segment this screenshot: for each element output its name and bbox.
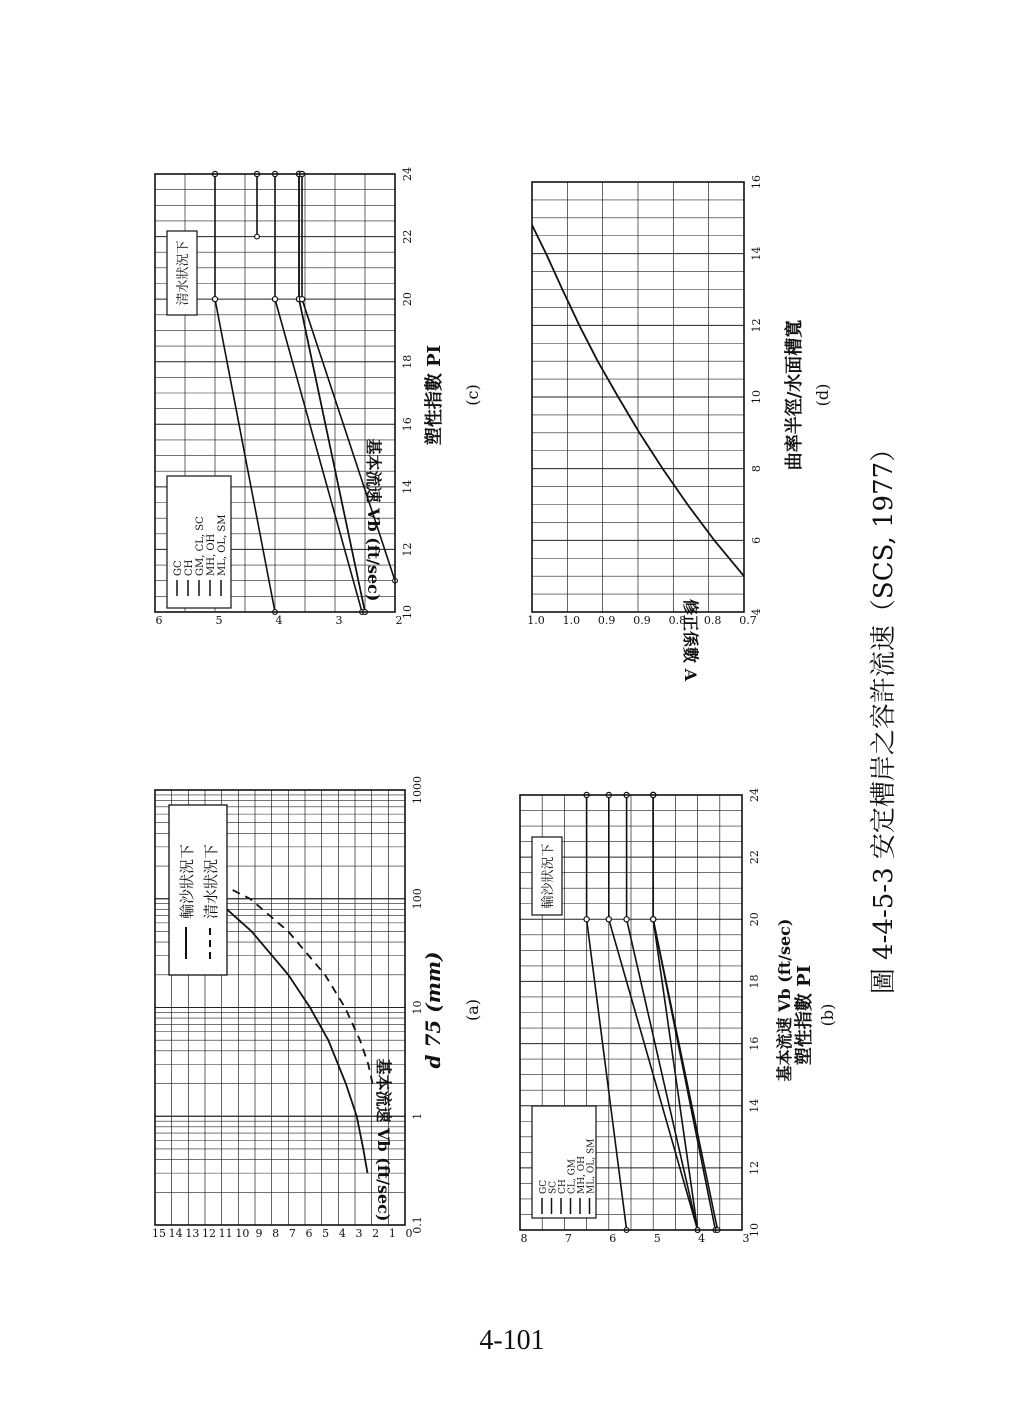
y-tick-label: 1.0 [527, 614, 545, 627]
x-tick-label: 12 [750, 318, 763, 333]
chart-c-ylabel: 基本流速 Vb (ft/sec) [364, 438, 383, 602]
y-tick-label: 9 [255, 1227, 263, 1240]
chart-d-grid [532, 182, 744, 612]
chart-c-panel-label: (c) [463, 384, 482, 406]
chart-b-xlabel: 塑性指數 PI [794, 964, 815, 1066]
series-point [272, 297, 277, 302]
chart-a-panel-label: (a) [463, 998, 482, 1022]
y-tick-label: 0.9 [597, 614, 616, 627]
x-tick-label: 6 [750, 536, 763, 544]
y-tick-label: 8 [272, 1227, 280, 1240]
chart-c-xlabel: 塑性指數 PI [424, 344, 445, 446]
y-tick-label: 0.7 [739, 614, 757, 627]
y-tick-label: 7 [564, 1232, 572, 1245]
figure-caption: 圖 4-4-5-3 安定槽岸之容許流速（SCS, 1977） [869, 435, 899, 995]
chart-c-condition-box [167, 231, 197, 315]
chart-c-condition-label: 清水狀況下 [176, 240, 191, 306]
x-tick-label: 10 [750, 390, 763, 404]
y-tick-label: 2 [395, 614, 403, 627]
y-tick-label: 0 [405, 1227, 413, 1240]
x-tick-label: 14 [748, 1098, 761, 1113]
y-tick-label: 1 [388, 1227, 396, 1240]
x-tick-label: 16 [748, 1036, 761, 1051]
legend-entry: SC [548, 1180, 559, 1194]
legend-a-entry-1: 輸沙狀況下 [178, 843, 196, 919]
chart-a-ylabel: 基本流速 Vb (ft/sec) [374, 1058, 393, 1222]
y-tick-label: 6 [305, 1227, 313, 1240]
series-point [606, 917, 611, 922]
y-tick-label: 13 [185, 1227, 200, 1240]
chart-a-legend [169, 805, 227, 975]
y-tick-label: 5 [322, 1227, 330, 1240]
x-tick-label: 14 [750, 246, 763, 261]
series-point [651, 917, 656, 922]
y-tick-label: 3 [742, 1232, 750, 1245]
x-tick-label: 18 [401, 354, 414, 369]
y-tick-label: 14 [168, 1227, 183, 1240]
x-tick-label: 10 [748, 1223, 761, 1237]
legend-entry: GC [539, 1179, 549, 1194]
x-tick-label: 24 [401, 167, 414, 181]
x-tick-label: 12 [401, 542, 414, 557]
x-tick-label: 1 [411, 1112, 424, 1120]
legend-entry: GC [173, 560, 184, 576]
y-tick-label: 10 [235, 1227, 250, 1240]
x-tick-label: 16 [750, 175, 763, 189]
page-number: 4-101 [479, 1325, 545, 1356]
x-tick-label: 100 [411, 888, 424, 910]
legend-entry: ML, OL, SM [217, 514, 228, 576]
series-point [584, 917, 589, 922]
x-tick-label: 4 [750, 608, 763, 616]
x-tick-label: 18 [748, 974, 761, 989]
y-tick-label: 3 [335, 614, 343, 627]
x-tick-label: 16 [401, 417, 414, 432]
legend-entry: CH [184, 559, 195, 576]
legend-entry: GM, CL, SC [195, 516, 206, 576]
chart-d-xlabel: 曲率半徑/水面槽寬 [784, 319, 805, 471]
series-point [255, 234, 260, 239]
chart-b-ylabel: 基本流速 Vb (ft/sec) [775, 918, 794, 1082]
y-tick-label: 3 [355, 1227, 363, 1240]
x-tick-label: 20 [401, 292, 414, 307]
legend-a-entry-2: 清水狀況下 [202, 843, 220, 919]
legend-entry: ML, OL, SM [586, 1138, 597, 1194]
y-tick-label: 5 [653, 1232, 661, 1245]
y-tick-label: 4 [275, 614, 283, 627]
series-point [624, 917, 629, 922]
x-tick-label: 0.1 [411, 1216, 424, 1234]
chart-d-ylabel: 修正係數 A [681, 599, 700, 681]
y-tick-label: 4 [698, 1232, 706, 1245]
y-tick-label: 8 [520, 1232, 528, 1245]
x-tick-label: 22 [748, 850, 761, 865]
chart-d [527, 175, 763, 627]
y-tick-label: 12 [202, 1227, 216, 1240]
x-tick-label: 8 [750, 465, 763, 473]
y-tick-label: 0.9 [633, 614, 651, 627]
y-tick-label: 4 [338, 1227, 346, 1240]
chart-b-legend [532, 1106, 597, 1218]
chart-b-panel-label: (b) [818, 1003, 837, 1027]
y-tick-label: 15 [152, 1227, 166, 1240]
x-tick-label: 24 [748, 788, 761, 802]
legend-entry: CH [558, 1179, 568, 1194]
chart-d-ticks [527, 175, 763, 627]
x-tick-label: 1000 [411, 776, 424, 804]
chart-c-legend [167, 476, 231, 608]
y-tick-label: 5 [215, 614, 223, 627]
y-tick-label: 0.8 [668, 614, 687, 627]
series-point [212, 297, 217, 302]
y-tick-label: 1.0 [562, 614, 581, 627]
legend-entry: CL, GM [567, 1159, 578, 1194]
legend-entry: MH, OH [577, 1155, 587, 1194]
y-tick-label: 6 [609, 1232, 617, 1245]
x-tick-label: 22 [401, 229, 414, 244]
x-tick-label: 20 [748, 912, 761, 927]
y-tick-label: 0.8 [703, 614, 722, 627]
y-tick-label: 11 [218, 1227, 233, 1240]
x-tick-label: 10 [411, 1000, 424, 1015]
series-point [299, 297, 304, 302]
x-tick-label: 12 [748, 1160, 761, 1175]
chart-d-panel-label: (d) [813, 383, 832, 407]
legend-entry: MH, OH [206, 533, 217, 576]
y-tick-label: 7 [288, 1227, 296, 1240]
y-tick-label: 2 [372, 1227, 380, 1240]
chart-b-condition-label: 輸沙狀況下 [541, 843, 556, 909]
x-tick-label: 10 [401, 605, 414, 619]
chart-b-condition-box [532, 837, 562, 915]
chart-a-xlabel: d 75 (mm) [421, 951, 445, 1069]
x-tick-label: 14 [401, 479, 414, 494]
chart-b [520, 788, 761, 1245]
y-tick-label: 6 [155, 614, 163, 627]
